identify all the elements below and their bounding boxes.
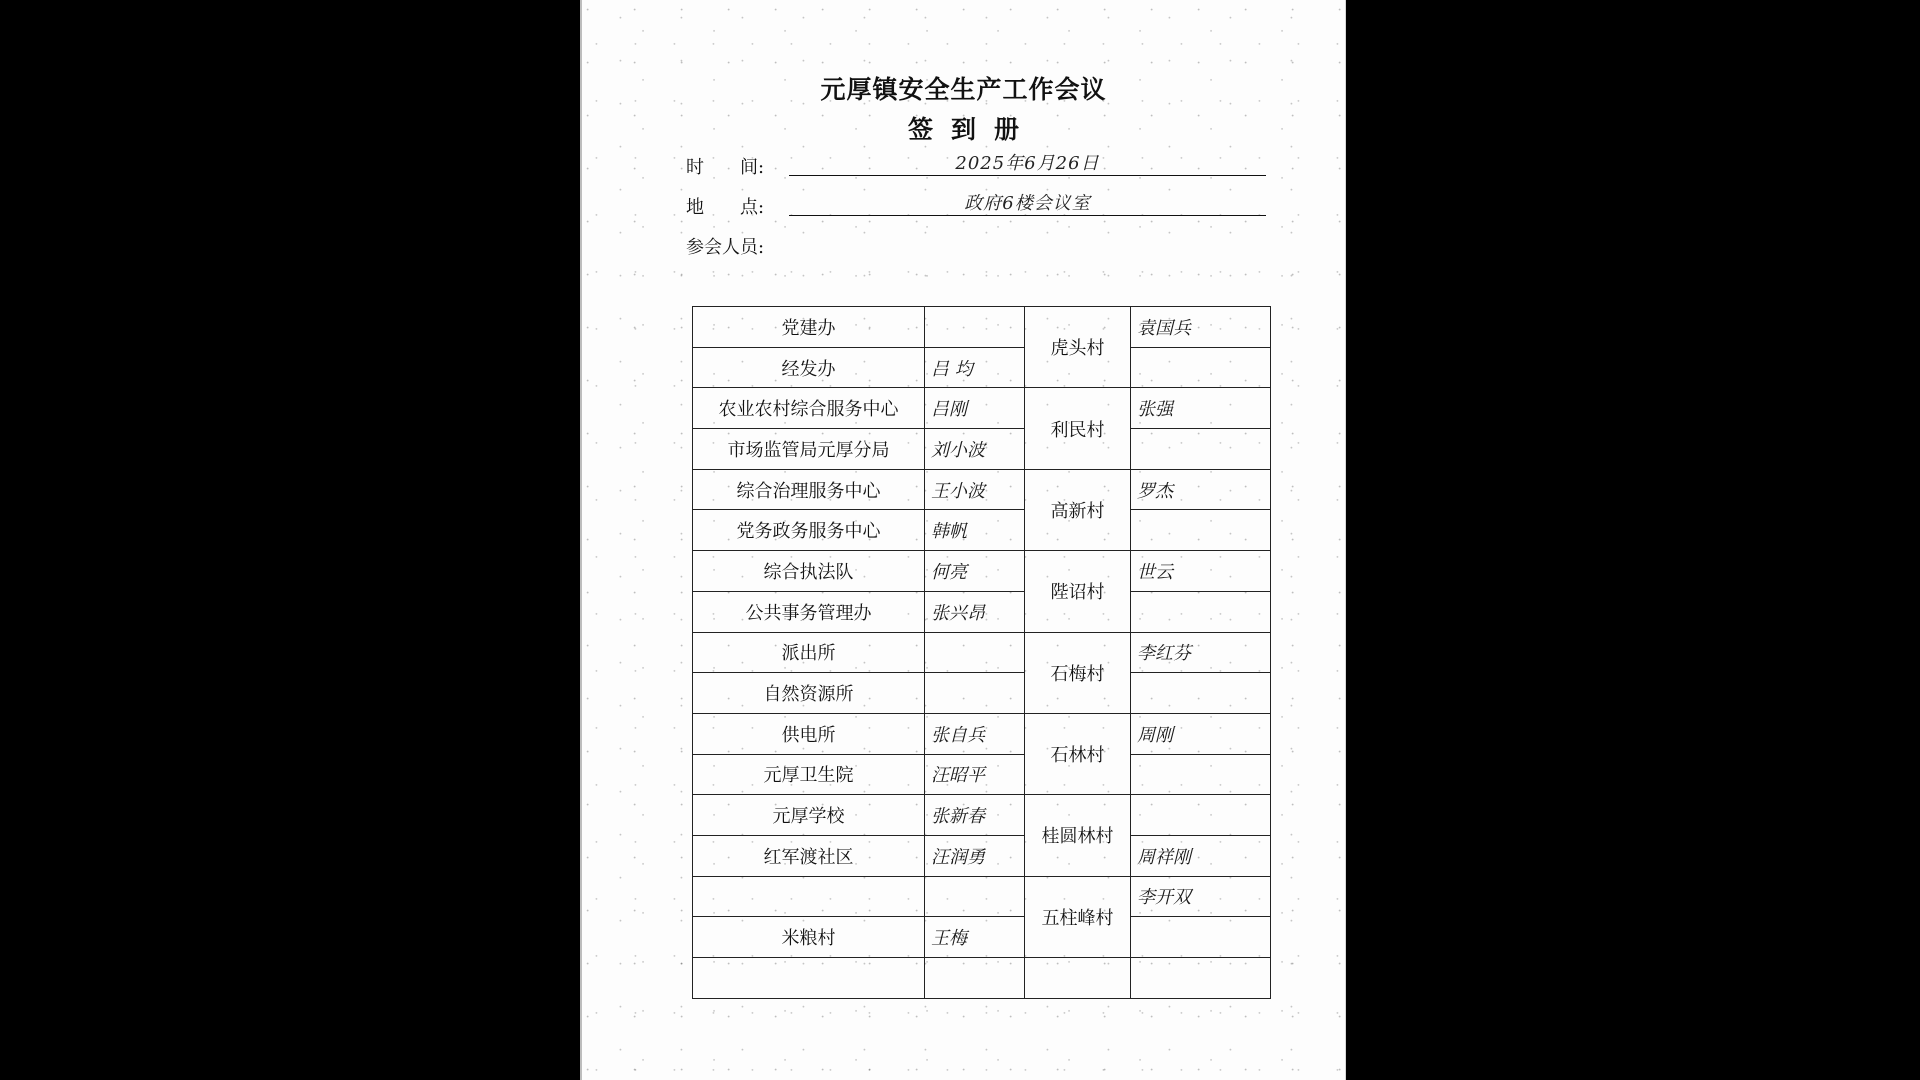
- unit-name: 供电所: [693, 713, 925, 754]
- document-title: 元厚镇安全生产工作会议: [820, 75, 1107, 104]
- signature-cell: [1131, 347, 1271, 388]
- unit-name: 党建办: [693, 307, 925, 348]
- table-row: [693, 510, 1271, 551]
- signature-cell: 周刚: [1131, 713, 1271, 754]
- table-row: [693, 347, 1271, 388]
- table-row: [693, 958, 1271, 999]
- signature-cell: 张新春: [925, 795, 1025, 836]
- signature-cell: 张自兵: [925, 713, 1025, 754]
- unit-name: 市场监管局元厚分局: [693, 429, 925, 470]
- signature-cell: [1131, 429, 1271, 470]
- signature-cell: [1131, 591, 1271, 632]
- table-row: [693, 795, 1271, 836]
- signature-cell: 何亮: [925, 551, 1025, 592]
- signature-cell: 吕刚: [925, 388, 1025, 429]
- signature-cell: [1131, 917, 1271, 958]
- sign-in-table: [692, 306, 1271, 999]
- village-name: [1025, 958, 1131, 999]
- signature-cell: 李开双: [1131, 876, 1271, 917]
- unit-name: 综合执法队: [693, 551, 925, 592]
- signature-cell: 韩帆: [925, 510, 1025, 551]
- signature-cell: 王梅: [925, 917, 1025, 958]
- signature-cell: 张强: [1131, 388, 1271, 429]
- scanned-page: [580, 0, 1346, 1080]
- village-name: 五柱峰村: [1025, 876, 1131, 957]
- unit-name: 党务政务服务中心: [693, 510, 925, 551]
- table-row: [693, 632, 1271, 673]
- signature-cell: 周祥刚: [1131, 835, 1271, 876]
- signature-cell: [1131, 795, 1271, 836]
- signature-cell: 罗杰: [1131, 469, 1271, 510]
- unit-name: 元厚学校: [693, 795, 925, 836]
- signature-cell: [1131, 754, 1271, 795]
- time-value: 2025年6月26日: [955, 153, 1100, 174]
- unit-name: 元厚卫生院: [693, 754, 925, 795]
- unit-name: 公共事务管理办: [693, 591, 925, 632]
- attendees-label: 参会人员:: [686, 237, 765, 258]
- place-value: 政府6楼会议室: [964, 193, 1091, 214]
- signature-cell: [1131, 673, 1271, 714]
- time-field: [789, 149, 1266, 176]
- signature-cell: 袁国兵: [1131, 307, 1271, 348]
- table-row: [693, 307, 1271, 348]
- unit-name: 红军渡社区: [693, 835, 925, 876]
- unit-name: 米粮村: [693, 917, 925, 958]
- village-name: 虎头村: [1025, 307, 1131, 388]
- signature-cell: [925, 876, 1025, 917]
- village-name: 利民村: [1025, 388, 1131, 469]
- table-row: [693, 673, 1271, 714]
- unit-name: 综合治理服务中心: [693, 469, 925, 510]
- signature-cell: 世云: [1131, 551, 1271, 592]
- table-row: [693, 835, 1271, 876]
- table-row: [693, 388, 1271, 429]
- signature-cell: 刘小波: [925, 429, 1025, 470]
- table-row: [693, 591, 1271, 632]
- table-row: [693, 551, 1271, 592]
- village-name: 桂圆林村: [1025, 795, 1131, 876]
- place-label: 地 点:: [686, 197, 765, 218]
- signature-cell: 汪昭平: [925, 754, 1025, 795]
- table-row: [693, 469, 1271, 510]
- signature-cell: 吕 均: [925, 347, 1025, 388]
- signature-cell: [1131, 958, 1271, 999]
- table-row: [693, 429, 1271, 470]
- table-row: [693, 917, 1271, 958]
- unit-name: 自然资源所: [693, 673, 925, 714]
- signature-cell: 汪润勇: [925, 835, 1025, 876]
- document-subtitle: 签到册: [907, 115, 1037, 144]
- signature-cell: 李红芬: [1131, 632, 1271, 673]
- table-row: [693, 754, 1271, 795]
- signature-cell: [925, 307, 1025, 348]
- table-row: [693, 876, 1271, 917]
- time-label: 时 间:: [686, 157, 765, 178]
- unit-name: [693, 876, 925, 917]
- signature-cell: 王小波: [925, 469, 1025, 510]
- signature-cell: [925, 673, 1025, 714]
- unit-name: 经发办: [693, 347, 925, 388]
- village-name: 石林村: [1025, 713, 1131, 794]
- unit-name: [693, 958, 925, 999]
- village-name: 石梅村: [1025, 632, 1131, 713]
- signature-cell: [925, 958, 1025, 999]
- signature-cell: [1131, 510, 1271, 551]
- village-name: 高新村: [1025, 469, 1131, 550]
- table-row: [693, 713, 1271, 754]
- signature-cell: [925, 632, 1025, 673]
- place-field: [789, 189, 1266, 216]
- unit-name: 农业农村综合服务中心: [693, 388, 925, 429]
- signature-cell: 张兴昂: [925, 591, 1025, 632]
- unit-name: 派出所: [693, 632, 925, 673]
- village-name: 陛诏村: [1025, 551, 1131, 632]
